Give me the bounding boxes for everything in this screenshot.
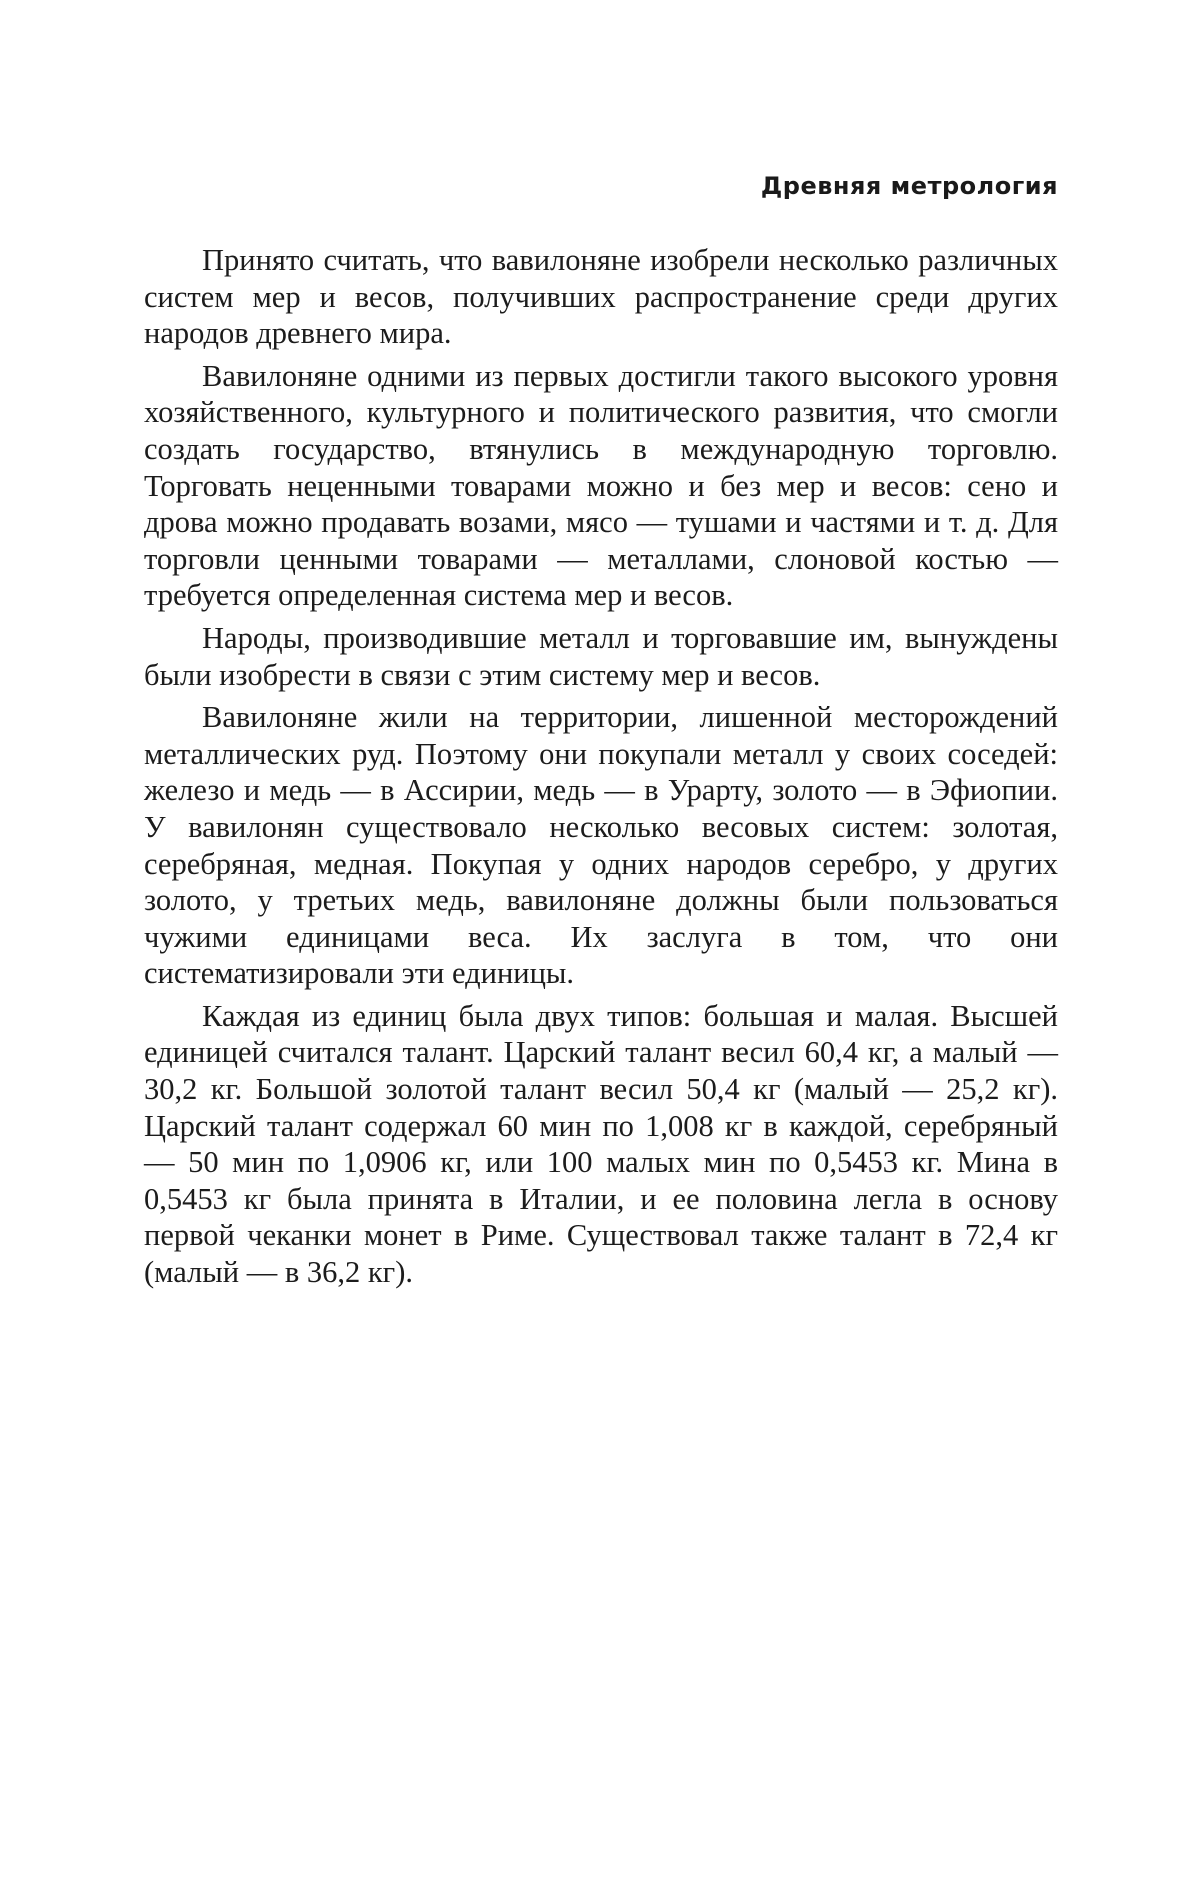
paragraph: Вавилоняне одними из первых достигли такого высокого уровня хозяйственного, культурного и политического развития, что смогли создать государство, втянулись в международную торговлю. Торговать неценными товарами можно и без мер и весов: сено и дрова можно продавать возами, мясо — тушами и частями и т. д. Для торговли ценными товарами — металлами, слоновой костью — требуется определенная система мер и весов. — [144, 358, 1058, 613]
body-text — [144, 242, 1058, 1291]
running-head: Древняя метрология — [760, 172, 1058, 200]
paragraph: Принято считать, что вавилоняне изобрели несколько различных систем мер и весов, получивших распространение среди других народов древнего мира. — [144, 243, 1058, 351]
paragraph: Народы, производившие металл и торговавшие им, вынуждены были изобрести в связи с этим систему мер и весов. — [144, 620, 1058, 692]
paragraph: Каждая из единиц была двух типов: большая и малая. Высшей единицей считался талант. Царский талант весил 60,4 кг, а малый — 30,2 кг. Большой золотой талант весил 50,4 кг (малый — 25,2 кг). Царский талант содержал 60 мин по 1,008 кг в каждой, серебряный — 50 мин по 1,0906 кг, или 100 малых мин по 0,5453 кг. Мина в 0,5453 кг была принята в Италии, и ее половина легла в основу первой чеканки монет в Риме. Существовал также талант в 72,4 кг (малый — в 36,2 кг). — [144, 998, 1058, 1290]
paragraph: Вавилоняне жили на территории, лишенной месторождений металлических руд. Поэтому они покупали металл у своих соседей: железо и медь — в Ассирии, медь — в Урарту, золото — в Эфиопии. У вавилонян существовало несколько весовых систем: золотая, серебряная, медная. Покупая у одних народов серебро, у других золото, у третьих медь, вавилоняне должны были пользоваться чужими единицами веса. Их заслуга в том, что они систематизировали эти единицы. — [144, 700, 1058, 991]
